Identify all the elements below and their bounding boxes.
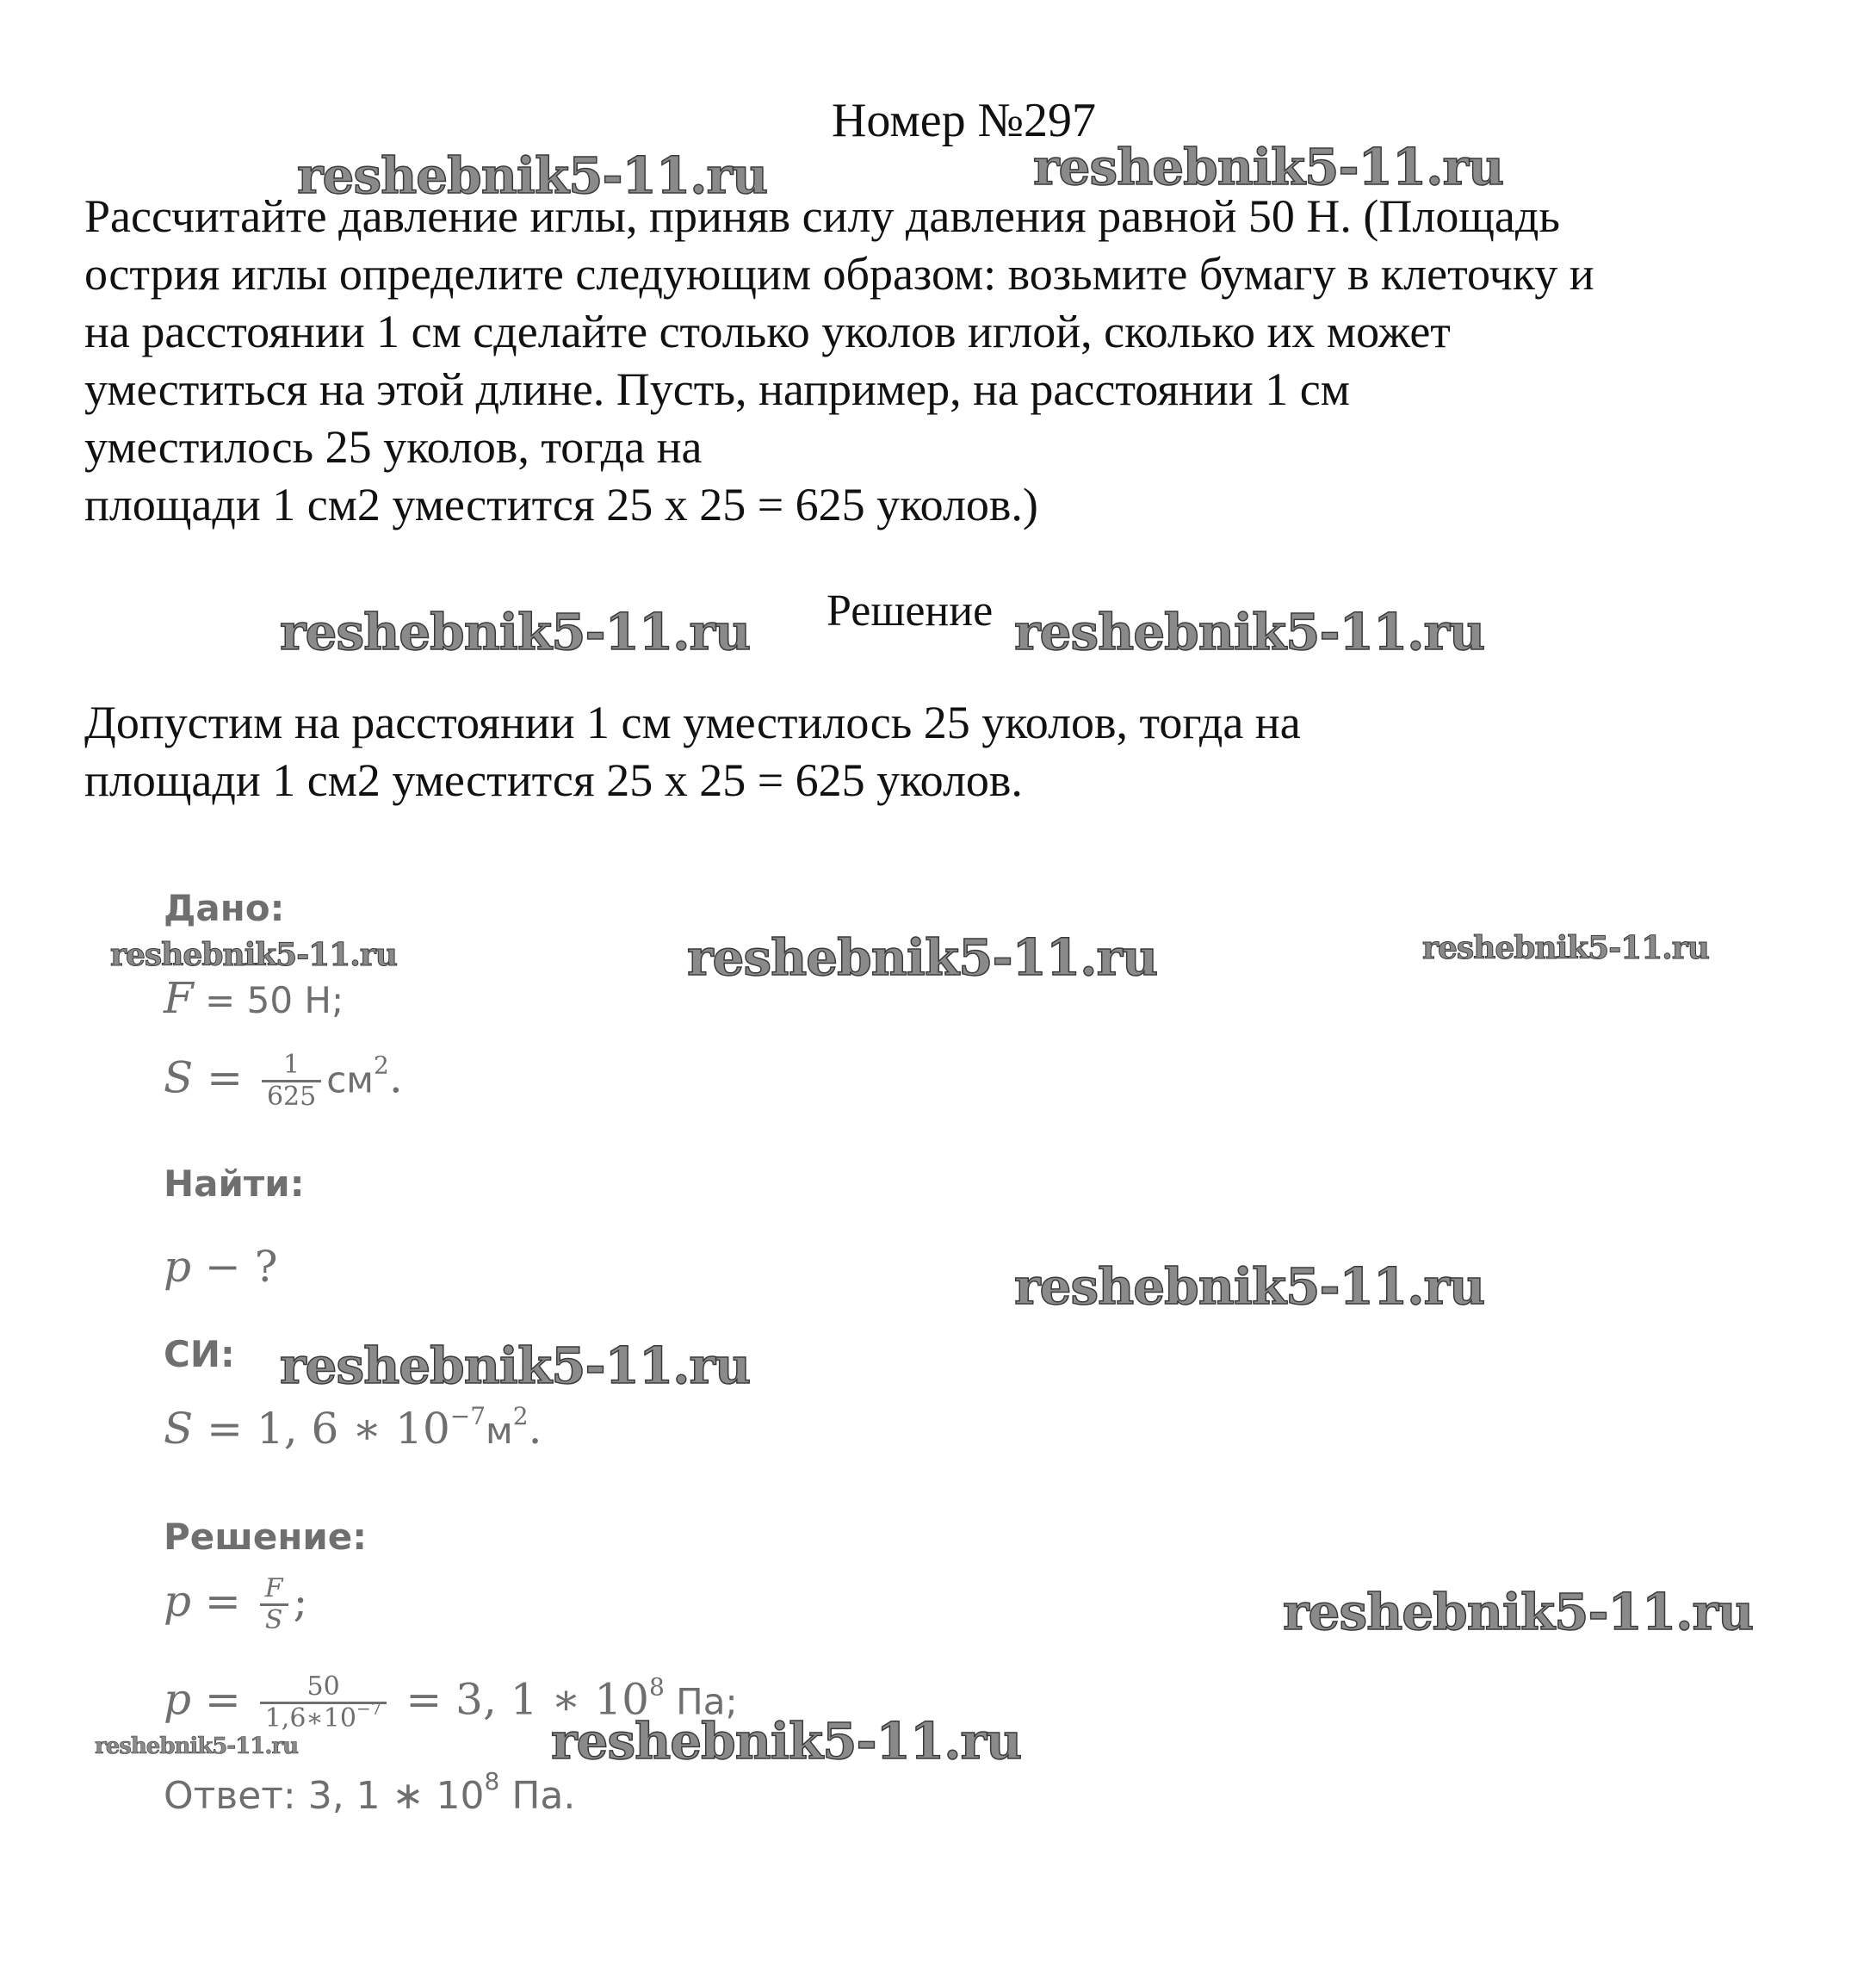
problem-statement [84,188,1841,534]
find-label: Найти: [164,1163,305,1205]
given-label: Дано: [164,887,285,929]
page-title: Номер №297 [831,94,1097,147]
watermark: reshebnik5-11.ru [110,937,397,973]
solution-line: площади 1 см2 уместится 25 х 25 = 625 уколов. [84,754,1023,806]
problem-line: острия иглы определите следующим образом: возьмите бумагу в клеточку и [84,248,1594,300]
watermark: reshebnik5-11.ru [1014,1257,1485,1316]
given-force: F = 50 Н; [164,973,344,1023]
problem-line: площади 1 см2 уместится 25 х 25 = 625 уколов.) [84,479,1038,530]
solution-text [84,694,1301,809]
watermark: reshebnik5-11.ru [551,1712,1022,1770]
problem-line: уместиться на этой длине. Пусть, например, на расстоянии 1 см [84,363,1350,415]
watermark: reshebnik5-11.ru [1283,1583,1754,1641]
area-fraction: $\frac{1}{625}$ [262,1051,321,1112]
pressure-result: p = $\frac{50}{1,6∗10^{-7}}$ = 3, 1 ∗ $10^8$ Па; [164,1671,738,1733]
answer-line: Ответ: 3, 1 ∗ $10^8$ Па. [164,1767,576,1818]
solution-line: Допустим на расстоянии 1 см уместилось 25 уколов, тогда на [84,697,1301,748]
pressure-formula: p = $\frac{F}{S}$ ; [164,1573,308,1635]
find-expression: p − ? [164,1242,278,1292]
watermark: reshebnik5-11.ru [297,146,768,205]
watermark: reshebnik5-11.ru [95,1733,299,1759]
calc-label: Решение: [164,1516,368,1558]
watermark: reshebnik5-11.ru [1014,603,1485,661]
si-label: СИ: [164,1333,235,1375]
problem-line: уместилось 25 уколов, тогда на [84,421,703,473]
problem-line: Рассчитайте давление иглы, приняв силу давления равной 50 Н. (Площадь [84,190,1560,242]
result-fraction: $\frac{50}{1,6∗10^{-7}}$ [260,1672,387,1733]
watermark: reshebnik5-11.ru [687,928,1158,987]
given-area: S = $\frac{1}{625}$ $см^2$. [164,1050,403,1112]
watermark: reshebnik5-11.ru [1422,930,1709,966]
si-area: S = 1, 6 ∗ $10^{-7}м^2$. [164,1402,542,1454]
problem-line: на расстоянии 1 см сделайте столько уколов иглой, сколько их может [84,306,1451,357]
watermark: reshebnik5-11.ru [280,1336,751,1395]
watermark: reshebnik5-11.ru [280,603,751,661]
watermark: reshebnik5-11.ru [1033,138,1504,196]
solution-heading: Решение [827,586,994,636]
formula-fraction: $\frac{F}{S}$ [260,1574,288,1635]
